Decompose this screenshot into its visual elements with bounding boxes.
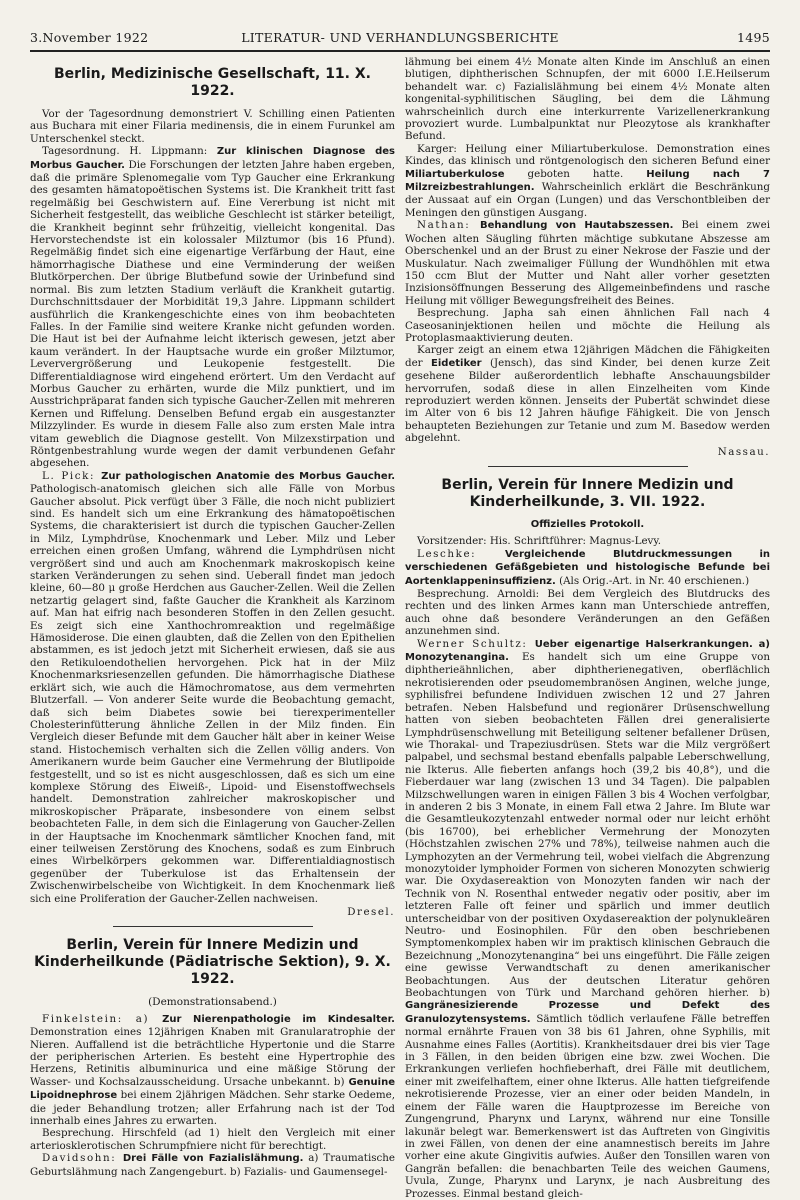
- paragraph-text: Sämtlich tödlich verlaufene Fälle betreffen normal ernährte Frauen von 38 bis 61 Jahren, ohne Syphilis, mit Ausnahme eines Falles (Aortitis). Krankheitsdauer drei bis vier Tage in 3 Fällen, in den beiden übrigen eine bzw. zwei Wochen. Die Erkrankungen verliefen hochfieberhaft, drei Fälle mit deutlichem, einer mit zweifelhaftem, einer ohne Ikterus. Alle hatten tiefgreifende nekrotisierende Prozesse, vier an einer oder beiden Mandeln, in einem der Fälle waren die Hauptprozesse im Bereiche von Zungengrund, Pharynx und Larynx, während nur eine Tonsille lakunär belegt war. Bemerkenswert ist das Auftreten von Gingivitis in zwei Fällen, von denen der eine anamnestisch bereits im Jahre vorher eine akute Gingivitis aufwies. Außer den Tonsillen waren von Gangrän befallen: die benachbarten Teile des weichen Gaumens, Uvula, Zunge, Pharynx und Larynx, je nach Ausbreitung des Prozesses. Einmal bestand gleich-: [405, 1012, 770, 1200]
- section-title-verein-innere-medizin: Berlin, Verein für Innere Medizin und Kinderheilkunde, 3. VII. 1922.: [441, 477, 734, 510]
- issue-date: 3.November 1922: [30, 30, 149, 45]
- page-number: 1495: [736, 30, 770, 45]
- talk-title: Genuine Lipoidnephrose: [30, 1076, 395, 1102]
- paragraph-text: (Jensch), das sind Kinder, bei denen kurze Zeit gesehene Bilder außerordentlich lebhafte Anschauungsbilder hervorrufen, sodaß diese in allen Einzelheiten vom Kinde reproduziert werden können. Jenseits der Pubertät schwindet diese im Alter von 6 bis 12 Jahren häufige Fähigkeit. Die von Jensch behaupteten Beziehungen zur Tetanie und zum M. Basedow werden abgelehnt.: [405, 356, 770, 445]
- paragraph: lähmung bei einem 4½ Monate alten Kinde im Anschluß an einen blutigen, diphtherischen Schnupfen, der mit 6000 I.E.Heilserum behandelt war. c) Fazialislähmung bei einem 4½ Monate alten kongenital-syphilitischen Säugling, bei dem die Lähmung wahrscheinlich durch eine interkurrente Varizellenerkrankung provoziert wurde. Lumbalpunktat nur Pleozytose als krankhafter Befund.: [405, 56, 770, 143]
- speaker: Werner Schultz:: [417, 637, 535, 650]
- paragraph: [405, 638, 770, 1200]
- section-subtitle: Offizielles Protokoll.: [530, 519, 645, 530]
- paragraph-text: (Als Orig.-Art. in Nr. 40 erschienen.): [555, 574, 750, 587]
- paragraph: [30, 470, 395, 905]
- talk-title: Vergleichende Blutdruckmessungen in verschiedenen Gefäßgebieten und histologische Befunde bei Aortenklappeninsuffizienz.: [405, 548, 770, 587]
- paragraph-text: Karger zeigt an einem etwa 12jährigen Mädchen die Fähigkeiten der: [405, 344, 770, 369]
- talk-title: Eidetiker: [431, 357, 482, 369]
- talk-title: Zur pathologischen Anatomie des Morbus Gaucher.: [101, 470, 395, 482]
- talk-title: Gangränesizierende Prozesse und Defekt des Granulozytensystems.: [405, 1000, 770, 1025]
- paragraph-text: Pathologisch-anatomisch gleichen sich alle Fälle von Morbus Gaucher absolut. Pick verfügt über 3 Fälle, die noch nicht publiziert sind. Es handelt sich um eine Erkrankung des hämatopoëtischen Systems, die charakterisiert ist durch die typischen Gaucher-Zellen in Milz, Lymphdrüse, Knochenmark und Leber. Milz und Leber erreichen einen großen Umfang, während die Lymphdrüsen nicht vergrößert sind und auch am Knochenmark makroskopisch keine starken Veränderungen zu sehen sind. Ueberall findet man jedoch kleine, 60—80 μ große Herdchen aus Gaucher-Zellen. Weil die Zellen netzartig gelagert sind, faßte Gaucher die Krankheit als Karzinom auf. Man hat eifrig nach besonderen Stoffen in den Zellen gesucht. Es zeigt sich eine Xanthochromreaktion und regelmäßige Hämosiderose. Die einen glaubten, daß die Zellen von den Epithelien abstammen, es ist jedoch jetzt mit Sicherheit erwiesen, daß sie aus den Retikuloendothelien hervorgehen. Pick hat in der Milz Knochenmarksriesenzellen gefunden. Die hämorrhagische Diathese erklärt sich, wie auch die Hämochromatose, aus dem vermehrten Blutzerfall. — Von anderer Seite wurde die Beobachtung gemacht, daß sich beim Diabetes sowie bei tierexperimenteller Cholesterinfütterung ähnliche Zellen in der Milz finden. Ein Vergleich dieser Befunde mit dem Gaucher hält aber in keiner Weise stand. Histochemisch verhalten sich die Zellen völlig anders. Von Amerikanern wurde beim Gaucher eine Vermehrung der Blutlipoide festgestellt, und so ist es nicht ausgeschlossen, daß es sich um eine komplexe Störung des Eiweiß-, Lipoid- und Eisenstoffwechsels handelt. Demonstration zahlreicher makroskopischer und mikroskopischer Präparate, insbesondere von einem selbst beobachteten Falle, in dem sich die Einlagerung von Gaucher-Zellen in der Hauptsache im Knochenmark sämtlicher Knochen fand, mit einer teilweisen Zerstörung des Knochens, sodaß es zum Einbruch eines Wirbelkörpers gekommen war. Differentialdiagnostisch gegenüber der Tuberkulose ist das Erhaltensein der Zwischenwirbelscheibe von Wichtigkeit. In dem Knochenmark ließ sich eine Proliferation der Gaucher-Zellen nachweisen.: [30, 483, 395, 905]
- section-divider: [488, 466, 688, 467]
- paragraph-text: bei einem 2jährigen Mädchen. Sehr starke Oedeme, die jeder Behandlung trotzen; aller Erfahrung nach ist der Tod innerhalb eines Jahres zu erwarten.: [30, 1089, 395, 1128]
- paragraph-text: Es handelt sich um eine Gruppe von diphtherieähnlichen, aber diphtherienegativen, oberflächlich nekrotisierenden oder pseudomembranösen Anginen, welche junge, syphilisfrei befundene Individuen zwischen 12 und 27 Jahren betrafen. Neben Halsbefund und regionärer Drüsenschwellung hatten von sieben beobachteten Fällen drei generalisierte Lymphdrüsenschwellung mit Beteiligung seltener befallener Drüsen, wie Thorakal- und Trapeziusdrüsen. Stets war die Milz vergrößert palpabel, und sechsmal bestand ebenfalls palpable Leberschwellung, nie Ikterus. Alle fieberten anfangs hoch (39,2 bis 40,8°), und die Fieberdauer war lang (zwischen 13 und 34 Tagen). Die palpablen Milzschwellungen waren in einigen Fällen 3 bis 4 Wochen verfolgbar, in anderen 2 bis 3 Monate, in einem Fall etwa 2 Jahre. Im Blute war die Gesamtleukozytenzahl entweder normal oder nur leicht erhöht (bis 16700), bei erheblicher Vermehrung der Monozyten (Höchstzahlen zwischen 27% und 78%), teilweise nahmen auch die Lymphozyten an der Vermehrung teil, wobei vielfach die Abgrenzung monozytoider lymphoider Formen von sicheren Monozyten schwierig war. Die Oxydasereaktion von Monozyten fanden wir nach der Technik von N. Rosenthal entweder negativ oder positiv, aber im letzteren Falle oft feiner und spärlich und immer deutlich unterscheidbar von der positiven Oxydasereaktion der polynukleären Neutro- und Eosinophilen. Für den oben beschriebenen Symptomenkomplex haben wir im praktisch klinischen Gebrauch die Bezeichnung „Monozytenangina“ bei uns eingeführt. Die Fälle zeigen eine gewisse Verwandtschaft zu denen amerikanischer Beobachtungen. Aus der deutschen Literatur gehören Beobachtungen von Türk und Marchand gehören hierher. b): [405, 651, 770, 1000]
- paragraph: [405, 548, 770, 588]
- speaker: Nathan:: [417, 219, 480, 232]
- paragraph: [405, 143, 770, 219]
- section-title-paediatrische-sektion: Berlin, Verein für Innere Medizin und Kinderheilkunde (Pädiatrische Sektion), 9. X. 1922.: [34, 937, 391, 988]
- left-column: [30, 56, 396, 1178]
- paragraph: [30, 1013, 395, 1128]
- talk-title: Ueber eigenartige Halserkrankungen. a) Monozytenangina.: [405, 638, 770, 664]
- paragraph-text: Die Forschungen der letzten Jahre haben ergeben, daß die primäre Splenomegalie vom Typ Gaucher eine Erkrankung des gesamten hämatopoëtischen Systems ist. Die Krankheit tritt fast regelmäßig bei Geschwistern auf. Eine Vererbung ist nicht mit Sicherheit festgestellt, das weibliche Geschlecht ist stärker beteiligt, die Krankheit beginnt sehr frühzeitig, vielleicht kongenital. Das Hervorstechendste ist ein kolossaler Milztumor (bis 16 Pfund). Regelmäßig findet sich eine eigenartige Verfärbung der Haut, eine hämorrhagische Diathese und eine Verminderung der weißen Blutkörperchen. Der übrige Blutbefund sowie der Urinbefund sind normal. Bis zum letzten Stadium verläuft die Krankheit gutartig. Durchschnittsdauer der Morbidität 19,3 Jahre. Lippmann schildert ausführlich die Krankengeschichte eines von ihm beobachteten Falles. In der Familie sind weitere Kranke nicht gefunden worden. Die Haut ist bei der Aufnahme leicht ikterisch gewesen, jetzt aber kaum verändert. In der Hauptsache wurde ein großer Milztumor, Leververgrößerung und Leukopenie festgestellt. Die Differentialdiagnose wird eingehend erörtert. Um den Verdacht auf Morbus Gaucher zu erhärten, wurde die Milz punktiert, und im Ausstrichpräparat fanden sich typische Gaucher-Zellen mit mehreren Kernen und Riffelung. Denselben Befund ergab ein ausgestanzter Milzzylinder. Es wurde in diesem Falle also zum ersten Male intra vitam geweblich die Diagnose gestellt. Von Milzexstirpation und Röntgenbestrahlung wurde wegen der damit verbundenen Gefahr abgesehen.: [30, 158, 395, 470]
- paragraph: Vor der Tagesordnung demonstriert V. Schilling einen Patienten aus Buchara mit einer Filaria medinensis, die in einem Furunkel am Unterschenkel steckt.: [30, 108, 395, 145]
- section-divider: [113, 926, 313, 927]
- paragraph-text: Bei einem zwei Wochen alten Säugling führten mächtige subkutane Abszesse am Oberschenkel und an der Brust zu einer Nekrose der Faszie und der Muskulatur. Nach zweimaliger Füllung der Wundhöhlen mit etwa 150 ccm Blut der Mutter und Naht aller vorher gesetzten Inzisionsöffnungen Besserung des Allgemeinbefindens und rasche Heilung mit völliger Bewegungsfreiheit des Beines.: [405, 219, 771, 307]
- author-signature: Dresel.: [347, 906, 395, 918]
- speaker: Finkelstein: a): [42, 1012, 163, 1025]
- header-rule: [30, 50, 770, 52]
- paragraph-text: geboten hatte.: [504, 167, 647, 180]
- talk-title: Zur Nierenpathologie im Kindesalter.: [162, 1013, 395, 1025]
- section-subtitle: (Demonstrationsabend.): [148, 996, 277, 1009]
- speaker: Leschke:: [417, 547, 505, 560]
- paragraph: Besprechung. Japha sah einen ähnlichen Fall nach 4 Caseosaninjektionen heilen und möchte die Heilung als Protoplasmaaktivierung deuten.: [405, 307, 770, 344]
- right-column: [405, 56, 771, 1200]
- author-signature: Nassau.: [717, 445, 770, 458]
- paragraph: [405, 219, 770, 307]
- section-title-medizinische-gesellschaft: Berlin, Medizinische Gesellschaft, 11. X. 1922.: [54, 66, 371, 99]
- speaker: L. Pick:: [42, 469, 102, 482]
- talk-title: Zur klinischen Diagnose des Morbus Gaucher.: [30, 146, 395, 171]
- speaker: Davidsohn:: [42, 1152, 123, 1165]
- lead-in: Tagesordnung. H. Lippmann:: [42, 145, 217, 158]
- paragraph: Vorsitzender: His. Schriftführer: Magnus-Levy.: [417, 535, 662, 548]
- paragraph-text: Wahrscheinlich erklärt die Beschränkung der Aussaat auf ein Organ (Lungen) und das Verschontbleiben der Meningen den günstigen Ausgang.: [405, 181, 770, 219]
- talk-title: Behandlung von Hautabszessen.: [480, 220, 674, 232]
- paragraph: [30, 145, 395, 470]
- paragraph-text: a) Traumatische Geburtslähmung nach Zangengeburt. b) Fazialis- und Gaumensegel-: [30, 1152, 396, 1178]
- page-header: [30, 30, 770, 50]
- paragraph: [405, 344, 770, 444]
- running-title: LITERATUR- UND VERHANDLUNGSBERICHTE: [241, 30, 559, 45]
- paragraph-text: Demonstration eines 12jährigen Knaben mit Granularatrophie der Nieren. Auffallend ist die beträchtliche Hypertonie und die Starre der peripherischen Arterien. Es besteht eine Hypertrophie des Herzens, Retinitis albuminurica und eine mäßige Störung der Wasser- und Kochsalzausscheidung. Ursache unbekannt. b): [30, 1026, 395, 1088]
- paragraph-text: Karger: Heilung einer Miliartuberkulose. Demonstration eines Kindes, das klinisch und röntgenologisch den sicheren Befund einer: [405, 142, 770, 168]
- paragraph: Besprechung. Hirschfeld (ad 1) hielt den Vergleich mit einer arteriosklerotischen Schrumpfniere nicht für berechtigt.: [30, 1127, 395, 1152]
- talk-title: Heilung nach 7 Milzreizbestrahlungen.: [405, 168, 770, 194]
- talk-title: Drei Fälle von Fazialislähmung.: [122, 1153, 304, 1165]
- paragraph: [30, 1152, 395, 1178]
- paragraph: Besprechung. Arnoldi: Bei dem Vergleich des Blutdrucks des rechten und des linken Armes kann man Unterschiede antreffen, auch ohne daß besondere Veränderungen an den Gefäßen anzunehmen sind.: [405, 588, 770, 638]
- talk-title: Miliartuberkulose: [405, 168, 505, 180]
